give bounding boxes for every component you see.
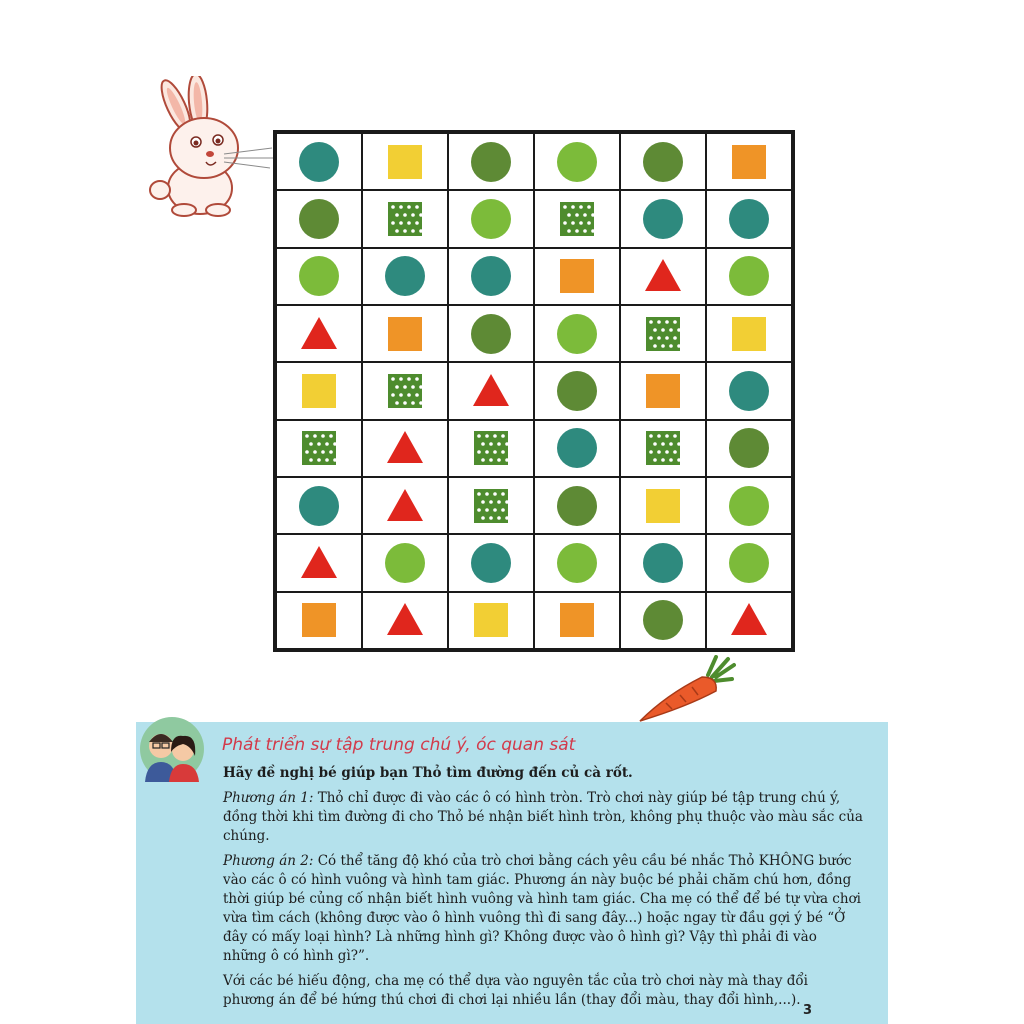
rabbit-icon (140, 76, 280, 221)
circle-light-shape (555, 541, 599, 585)
grid-cell (362, 477, 448, 534)
option-1-paragraph (223, 789, 863, 846)
grid-cell (706, 305, 792, 362)
square-dotted-shape (383, 369, 427, 413)
circle-olive-shape (297, 197, 341, 241)
grid-cell (362, 248, 448, 305)
maze-grid (273, 130, 795, 652)
info-lead: Hãy đề nghị bé giúp bạn Thỏ tìm đường đến củ cà rốt. (223, 765, 633, 781)
info-title: Phát triển sự tập trung chú ý, óc quan sát (222, 735, 576, 755)
square-yellow-shape (383, 140, 427, 184)
square-dotted-shape (641, 312, 685, 356)
circle-olive-shape (727, 426, 771, 470)
circle-olive-shape (641, 598, 685, 642)
circle-teal-shape (469, 254, 513, 298)
circle-teal-shape (297, 140, 341, 184)
grid-cell (448, 133, 534, 190)
triangle-red-shape (297, 541, 341, 585)
square-dotted-shape (383, 197, 427, 241)
square-orange-shape (727, 140, 771, 184)
square-dotted-shape (297, 426, 341, 470)
info-body (223, 764, 863, 1016)
grid-cell (620, 420, 706, 477)
carrot-icon (636, 655, 736, 725)
option-2-label: Phương án 2: (223, 853, 314, 869)
grid-cell (448, 420, 534, 477)
grid-cell (276, 248, 362, 305)
circle-olive-shape (555, 369, 599, 413)
circle-light-shape (555, 140, 599, 184)
grid-cell (362, 420, 448, 477)
circle-teal-shape (727, 369, 771, 413)
circle-light-shape (555, 312, 599, 356)
grid-cell (620, 133, 706, 190)
grid-cell (276, 534, 362, 591)
circle-light-shape (297, 254, 341, 298)
grid-cell (620, 477, 706, 534)
closing-paragraph: Với các bé hiếu động, cha mẹ có thể dựa vào nguyên tắc của trò chơi này mà thay đổi phương án để bé hứng thú chơi đi chơi lại nhiều lần (thay đổi màu, thay đổi hình,...). (223, 973, 808, 1008)
triangle-red-shape (383, 426, 427, 470)
grid-cell (620, 592, 706, 649)
grid-cell (276, 420, 362, 477)
triangle-red-shape (383, 484, 427, 528)
grid-cell (534, 248, 620, 305)
square-orange-shape (383, 312, 427, 356)
circle-light-shape (383, 541, 427, 585)
circle-teal-shape (641, 541, 685, 585)
square-orange-shape (641, 369, 685, 413)
option-1-text: Thỏ chỉ được đi vào các ô có hình tròn. Trò chơi này giúp bé tập trung chú ý, đồng thời khi tìm đường đi cho Thỏ bé nhận biết hình tròn, không phụ thuộc vào màu sắc của chúng. (223, 790, 863, 844)
triangle-red-shape (469, 369, 513, 413)
grid-cell (276, 362, 362, 419)
grid-cell (362, 133, 448, 190)
grid-cell (534, 477, 620, 534)
square-orange-shape (555, 254, 599, 298)
grid-cell (706, 248, 792, 305)
grid-cell (362, 305, 448, 362)
triangle-red-shape (297, 312, 341, 356)
circle-light-shape (469, 197, 513, 241)
grid-cell (706, 420, 792, 477)
grid-cell (620, 305, 706, 362)
grid-cell (706, 190, 792, 247)
grid-cell (448, 534, 534, 591)
grid-cell (534, 420, 620, 477)
grid-cell (534, 362, 620, 419)
option-1-label: Phương án 1: (223, 790, 314, 806)
parents-avatar-icon (139, 716, 205, 782)
square-yellow-shape (727, 312, 771, 356)
grid-cell (706, 592, 792, 649)
square-yellow-shape (469, 598, 513, 642)
grid-cell (362, 534, 448, 591)
grid-cell (448, 477, 534, 534)
square-dotted-shape (641, 426, 685, 470)
square-dotted-shape (469, 484, 513, 528)
circle-light-shape (727, 484, 771, 528)
grid-cell (706, 477, 792, 534)
square-yellow-shape (297, 369, 341, 413)
square-yellow-shape (641, 484, 685, 528)
grid-cell (276, 305, 362, 362)
triangle-red-shape (383, 598, 427, 642)
grid-cell (362, 592, 448, 649)
grid-cell (534, 592, 620, 649)
grid-cell (534, 190, 620, 247)
circle-olive-shape (469, 140, 513, 184)
grid-cell (276, 592, 362, 649)
circle-teal-shape (297, 484, 341, 528)
grid-cell (706, 534, 792, 591)
circle-olive-shape (555, 484, 599, 528)
grid-cell (534, 534, 620, 591)
grid-cell (448, 248, 534, 305)
grid-cell (448, 362, 534, 419)
grid-cell (362, 362, 448, 419)
circle-teal-shape (555, 426, 599, 470)
grid-cell (276, 477, 362, 534)
grid-cell (620, 534, 706, 591)
grid-cell (276, 190, 362, 247)
circle-teal-shape (469, 541, 513, 585)
grid-cell (448, 190, 534, 247)
square-dotted-shape (555, 197, 599, 241)
circle-olive-shape (641, 140, 685, 184)
grid-cell (448, 592, 534, 649)
grid-cell (362, 190, 448, 247)
circle-teal-shape (727, 197, 771, 241)
grid-cell (620, 190, 706, 247)
option-2-paragraph (223, 852, 863, 966)
grid-cell (448, 305, 534, 362)
circle-light-shape (727, 541, 771, 585)
circle-olive-shape (469, 312, 513, 356)
page-number: 3 (802, 1003, 812, 1018)
grid-cell (276, 133, 362, 190)
grid-cell (706, 362, 792, 419)
circle-teal-shape (383, 254, 427, 298)
grid-cell (534, 305, 620, 362)
grid-cell (534, 133, 620, 190)
triangle-red-shape (727, 598, 771, 642)
grid-cell (620, 248, 706, 305)
circle-light-shape (727, 254, 771, 298)
square-orange-shape (297, 598, 341, 642)
grid-cell (706, 133, 792, 190)
grid-cell (620, 362, 706, 419)
triangle-red-shape (641, 254, 685, 298)
square-orange-shape (555, 598, 599, 642)
circle-teal-shape (641, 197, 685, 241)
square-dotted-shape (469, 426, 513, 470)
option-2-text: Có thể tăng độ khó của trò chơi bằng cách yêu cầu bé nhắc Thỏ KHÔNG bước vào các ô có hình vuông và hình tam giác. Phương án này buộc bé phải chăm chú hơn, đồng thời giúp bé củng cố nhận biết hình vuông và hình tam giác. Cha mẹ có thể để bé tự vừa chơi vừa tìm cách (không được vào ô hình vuông thì đi sang đây...) hoặc ngay từ đầu gợi ý bé “Ở đây có mấy loại hình? Là những hình gì? Không được vào ô hình gì? Vậy thì phải đi vào những ô có hình gì?”. (223, 853, 861, 964)
